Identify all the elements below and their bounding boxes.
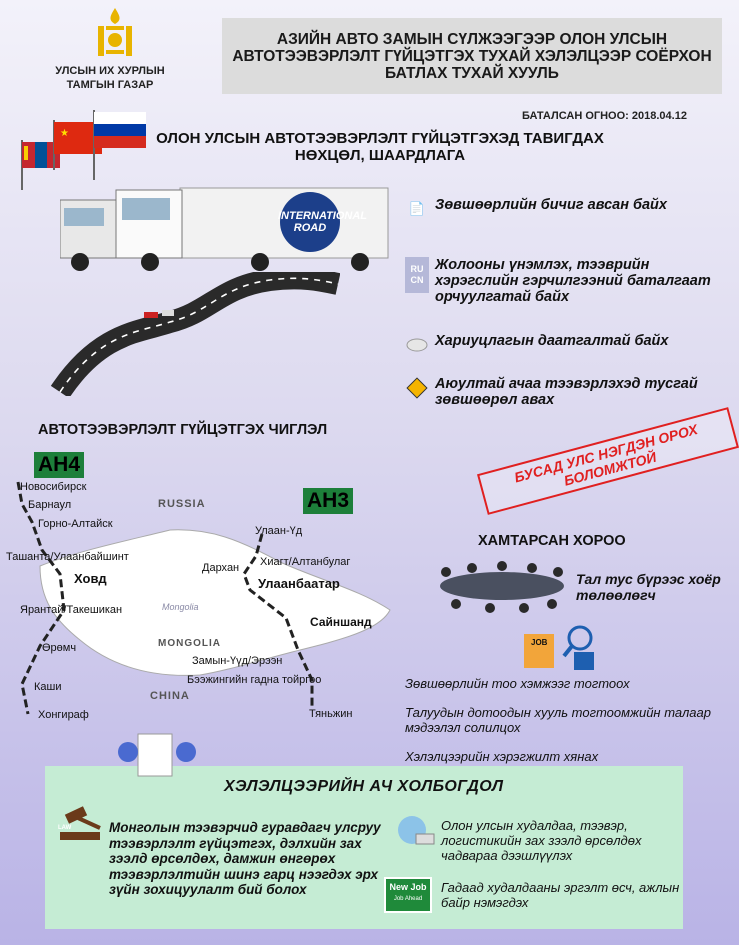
page-title: АЗИЙН АВТО ЗАМЫН СҮЛЖЭЭГЭЭР ОЛОН УЛСЫН АВТОТЭЭВЭРЛЭЛТ ГҮЙЦЭТГЭХ ТУХАЙ ХЭЛЭЛЦЭЭР СОЁРХОН БАТЛАХ ТУХАЙ ХУУЛЬ [222,18,722,94]
significance-right-text-2: Гадаад худалдааны эргэлт өсч, ажлын байр нэмэгдэх [441,880,680,910]
gavel-icon [56,806,104,842]
ah3-badge: AH3 [303,488,353,514]
documents-hands-icon [108,728,206,784]
new-job-sign: New Job Job Ahead [384,877,432,913]
organization-name: УЛСЫН ИХ ХУРЛЫН ТАМГЫН ГАЗАР [55,65,165,91]
city-label: Тяньжин [309,708,353,720]
city-label: Каши [34,681,62,693]
meeting-table-icon [432,552,572,616]
ah4-badge: AH4 [34,452,84,478]
city-label: Ярантай/Такешикан [20,604,123,616]
truck-logo-text: INTERNATIONAL ROAD [278,210,368,234]
city-label: Улаанбаатар [258,576,340,591]
country-label-mongolia: MONGOLIA [158,638,221,649]
hazard-icon [405,376,429,400]
committee-duty: Хэлэлцээрийн хэрэгжилт хянах [405,749,599,764]
city-label: Хонгираф [38,709,89,721]
city-label: Горно-Алтайск [38,518,113,530]
city-label: Сайншанд [310,615,372,629]
open-accession-stamp: БУСАД УЛС НЭГДЭН ОРОХ БОЛОМЖТОЙ [477,407,739,515]
requirement-item: Хариуцлагын даатгалтай байх [405,333,725,357]
significance-title: ХЭЛЭЛЦЭЭРИЙН АЧ ХОЛБОГДОЛ [224,778,504,795]
requirements-title: ОЛОН УЛСЫН АВТОТЭЭВЭРЛЭЛТ ГҮЙЦЭТГЭХЭД ТАВИГДАХ НӨХЦӨЛ, ШААРДЛАГА [156,130,604,164]
road-illustration [40,272,340,396]
job-search-icon: JOB [522,624,602,672]
country-label-china: CHINA [150,690,190,702]
insurance-icon [405,333,429,357]
city-label: Улаан-Үд [255,525,303,537]
requirement-item: 📄 Зөвшөөрлийн бичиг авсан байх [405,197,725,221]
committee-duty: Зөвшөөрлийн тоо хэмжээг тогтоох [405,676,630,691]
committee-representatives: Тал тус бүрээс хоёр төлөөлөгч [576,571,721,603]
soyombo-emblem [92,6,138,60]
svg-text:★: ★ [60,128,69,139]
routes-title: АВТОТЭЭВЭРЛЭЛТ ГҮЙЦЭТГЭХ ЧИГЛЭЛ [38,422,328,438]
committee-duty: Талуудын дотоодын хууль тогтоомжийн талаар мэдээлэл солилцох [405,705,711,735]
city-label: Ховд [74,571,107,586]
city-label: Барнаул [28,499,72,511]
city-label: Ташанта/Улаанбайшинт [6,551,129,563]
city-label: Замын-Үүд/Эрээн [192,655,283,667]
committee-title: ХАМТАРСАН ХОРОО [478,533,626,549]
requirement-item: RU CN Жолооны үнэмлэх, тээврийн хэрэгслийн гэрчилгээний баталгаат орчуулгатай байх [405,257,725,305]
map-watermark: Mongolia [162,602,199,612]
document-icon: 📄 [408,201,426,216]
significance-right-text-1: Олон улсын худалдаа, тээвэр, логистикийн зах зээлд өрсөлдөх чадвараа дээшлүүлэх [441,818,642,863]
logistics-icon [394,812,438,852]
city-label: Хиагт/Алтанбулаг [260,556,351,568]
city-label: Бээжингийн гадна тойргоо [187,674,322,686]
flags-illustration [10,110,150,190]
truck-illustration [60,182,390,274]
city-label: Новосибирск [20,481,87,493]
city-label: Өрөмч [42,642,77,654]
ru-cn-icon: RU CN [405,257,429,293]
country-label-russia: RUSSIA [158,498,206,510]
law-label: LAW [58,825,72,831]
requirement-item: Аюултай ачаа тээвэрлэхэд тусгай зөвшөөрөл авах [405,376,725,408]
city-label: Дархан [202,562,240,574]
approval-date: БАТАЛСАН ОГНОО: 2018.04.12 [522,110,687,122]
significance-left-text: Монголын тээвэрчид гуравдагч улсруу тээвэрлэлт гүйцэтгэх, дэлхийн зах зээлд өрсөлдөх, дамжин өнгөрөх тээвэрлэлтийн шинэ гарц нээгдэх эрх зүйн зохицуулалт бий болох [109,820,381,897]
